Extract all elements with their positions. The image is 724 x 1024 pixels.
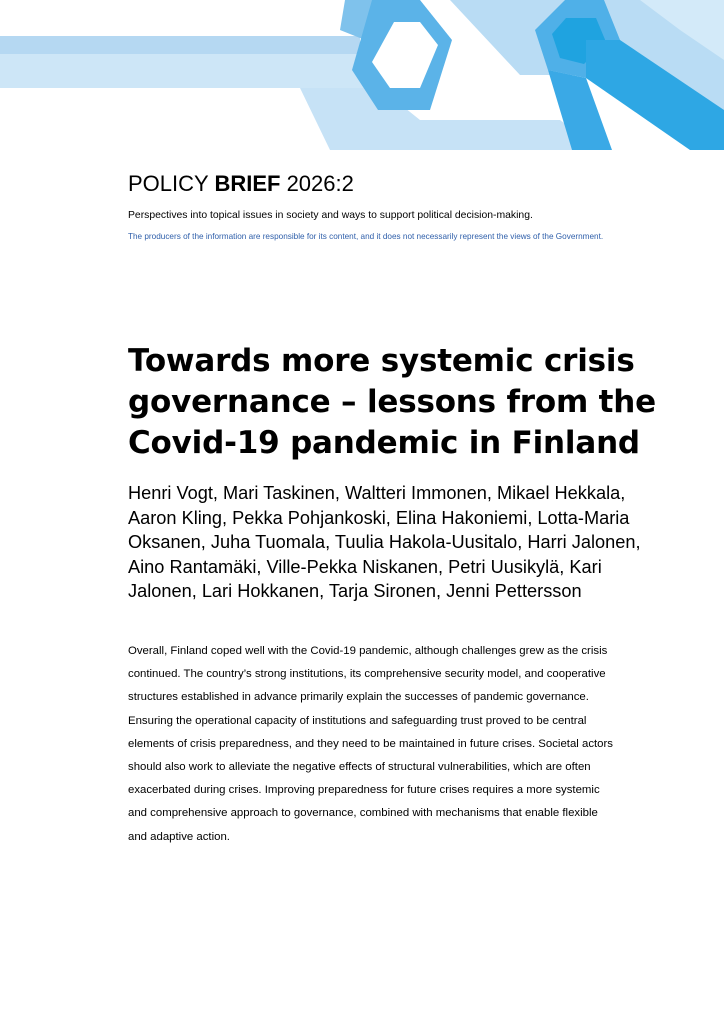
title-line: Towards more systemic crisis [128,343,635,379]
author-line: Oksanen, Juha Tuomala, Tuulia Hakola-Uusitalo, Harri Jalonen, [128,532,641,553]
header-lower-sweep [300,88,600,150]
author-line: Jalonen, Lari Hokkanen, Tarja Sironen, Jenni Pettersson [128,581,582,602]
disclaimer: The producers of the information are responsible for its content, and it does not necessarily represent the views of the Government. [128,232,604,241]
header-graphic [0,0,724,160]
series-regular: POLICY [128,171,209,196]
abstract-line: and adaptive action. [128,830,230,843]
series-label [128,170,354,198]
abstract-line: Overall, Finland coped well with the Covid-19 pandemic, although challenges grew as the crisis [128,645,608,657]
page-title [128,341,656,464]
abstract-line: exacerbated during crises. Improving preparedness for future crises requires a more systemic [128,784,600,797]
tagline: Perspectives into topical issues in society and ways to support political decision-making. [128,210,533,221]
series-bold: BRIEF [214,171,281,196]
author-line: Henri Vogt, Mari Taskinen, Waltteri Immonen, Mikael Hekkala, [128,483,626,503]
author-line: Aaron Kling, Pekka Pohjankoski, Elina Hakoniemi, Lotta-Maria [128,507,630,528]
author-line: Aino Rantamäki, Ville-Pekka Niskanen, Petri Uusikylä, Kari [128,556,602,577]
abstract [128,640,613,849]
header-band-bottom [0,54,380,88]
abstract-line: elements of crisis preparedness, and they need to be maintained in future crises. Societal actors [128,737,613,750]
title-line: governance – lessons from the [128,384,656,420]
author-list [128,481,641,604]
abstract-line: and comprehensive approach to governance, combined with mechanisms that enable flexible [128,807,598,820]
abstract-line: Ensuring the operational capacity of institutions and safeguarding trust proved to be central [128,714,587,727]
abstract-line: continued. The country’s strong institutions, its comprehensive security model, and cooperative [128,668,606,681]
series-number: 2026:2 [286,171,354,196]
header-band-top [0,36,360,54]
abstract-line: should also work to alleviate the negative effects of structural vulnerabilities, which are often [128,761,591,774]
title-line: Covid-19 pandemic in Finland [128,425,640,461]
abstract-line: structures established in advance primarily explain the successes of pandemic governance. [128,691,589,704]
